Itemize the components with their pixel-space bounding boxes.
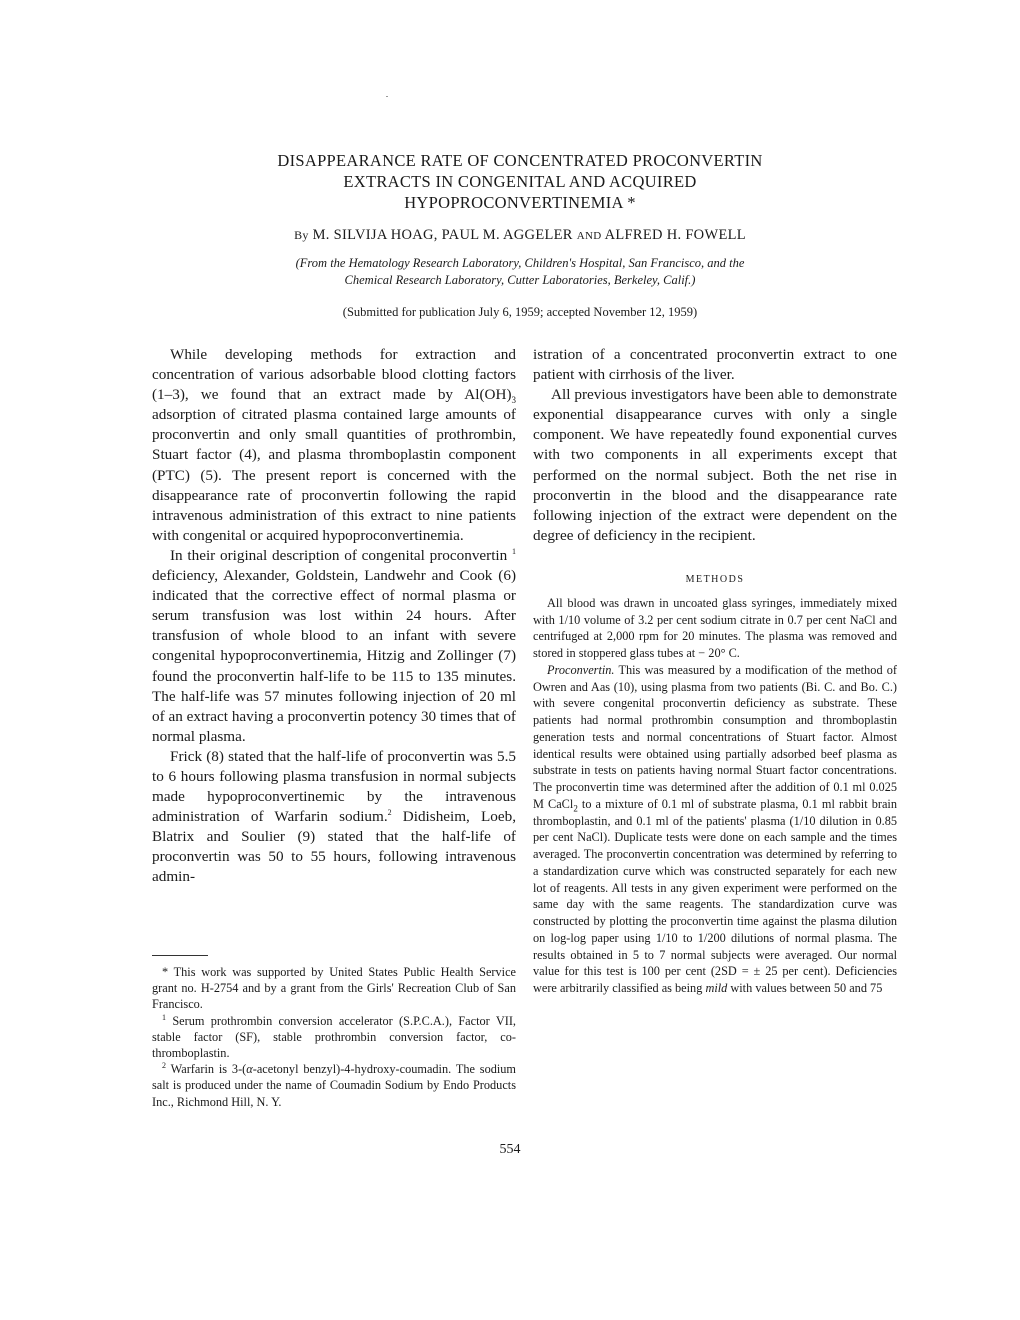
author-line <box>150 227 890 244</box>
author-and: AND <box>576 230 602 242</box>
intro-p1-subscript: 3 <box>511 395 516 406</box>
methods-p2-text-b: to a mixture of 0.1 ml of substrate plasma, 0.1 ml rabbit brain thromboplastin, and 0.1 ml of the patients' plasma (1/10 dilution in 0.85 per cent NaCl). Duplicate tests were done on each sample and the times averaged. The proconvertin concentration was determined by referring to a standardization curve which was constructed separately for each new lot of reagents. All tests in any given experiment were performed on the same day with the same reagents. The standardization curve was constructed by plotting the proconvertin time against the plasma dilution on log-log paper using 1/10 to 1/200 dilutions of normal plasma. The results obtained in 5 to 7 normal subjects were averaged. Our normal value for this test is 100 per cent (2SD = ± 25 per cent). Deficiencies were arbitrarily classified as being <box>533 796 897 996</box>
footnote-star: * This work was supported by United States Public Health Service grant no. H-2754 and by a grant from the Girls' Recreation Club of San Francisco. <box>152 965 516 1012</box>
cacl-subscript: 2 <box>573 803 578 814</box>
article-title <box>150 150 890 213</box>
methods-p2-text-a: This was measured by a modification of the method of Owren and Aas (10), using plasma from two patients (Bi. C. and Bo. C.) with severe congenital proconvertin deficiency as substrate. These patients had normal prothrombin consumption and thromboplastin generation tests and normal concentrations of Stuart factor. Almost identical results were obtained using partially adsorbed beef plasma as substrate in tests on patients having normal Stuart factor concentrations. The proconvertin time was determined after the addition of 0.1 ml 0.025 M CaCl <box>533 662 897 811</box>
intro-paragraph-2 <box>152 546 516 747</box>
left-column <box>152 345 516 888</box>
author-by: By <box>294 228 309 242</box>
footnote-2-mark: 2 <box>162 1061 166 1071</box>
methods-p2-text-c: with values between 50 and 75 <box>727 981 883 996</box>
title-line-1: DISAPPEARANCE RATE OF CONCENTRATED PROCONVERTIN <box>277 151 763 170</box>
intro-p2-text-b: deficiency, Alexander, Goldstein, Landwehr and Cook (6) indicated that the corrective effect of normal plasma or serum transfusion was lost within 24 hours. After transfusion of whole blood to an infant with severe congenital hypoproconvertinemia, Hitzig and Zollinger (7) found the proconvertin half-life to be 115 to 135 minutes. The half-life was 57 minutes following injection of 20 ml of an extract having a proconvertin potency 30 times that of normal plasma. <box>152 567 516 745</box>
author-last: ALFRED H. FOWELL <box>604 227 746 243</box>
title-line-3: HYPOPROCONVERTINEMIA * <box>404 193 636 212</box>
intro-p1-text-b: adsorption of citrated plasma contained large amounts of proconvertin and only small quantities of prothrombin, Stuart factor (4), and plasma thromboplastin component (PTC) (5). The present report is concerned with the disappearance rate of proconvertin following the rapid intravenous administration of this extract to nine patients with congenital or acquired hypoproconvertinemia. <box>152 406 516 544</box>
footnote-ref-2: 2 <box>387 808 392 818</box>
methods-paragraph-2 <box>533 662 897 997</box>
methods-paragraph-1: All blood was drawn in uncoated glass syringes, immediately mixed with 1/10 volume of 3.2 per cent sodium citrate in 0.7 per cent NaCl and centrifuged at 2,000 rpm for 20 minutes. The plasma was removed and stored in stoppered glass tubes at − 20° C. <box>533 595 897 661</box>
affiliation-line-2: Chemical Research Laboratory, Cutter Laboratories, Berkeley, Calif.) <box>344 273 696 287</box>
intro-p2-text-a: In their original description of congenital proconvertin <box>170 546 512 564</box>
scan-speck <box>386 96 388 97</box>
footnote-2-text-a: Warfarin is 3-( <box>166 1062 247 1077</box>
mild-term: mild <box>705 981 728 996</box>
author-names: M. SILVIJA HOAG, PAUL M. AGGELER <box>312 227 573 243</box>
footnote-1-text: Serum prothrombin conversion accelerator (S.P.C.A.), Factor VII, stable factor (SF), stable prothrombin conversion factor, co-thromboplastin. <box>152 1013 516 1061</box>
intro-paragraph-1 <box>152 345 516 546</box>
footnote-ref-1: 1 <box>512 546 516 556</box>
methods-heading: METHODS <box>685 573 745 585</box>
intro-p1-text-a: While developing methods for extraction and concentration of various adsorbable blood clotting factors (1–3), we found that an extract made by Al(OH) <box>152 346 516 404</box>
proconvertin-label: Proconvertin. <box>547 662 615 677</box>
footnote-2-alpha: α <box>246 1062 253 1077</box>
submission-dates: (Submitted for publication July 6, 1959; accepted November 12, 1959) <box>342 305 698 319</box>
right-paragraph-1: istration of a concentrated proconvertin extract to one patient with cirrhosis of the liver. <box>533 346 897 384</box>
intro-p3-text-b: Didisheim, Loeb, Blatrix and Soulier (9) stated that the half-life of proconvertin was 50 to 55 hours, following intravenous admin- <box>152 808 516 886</box>
footnote-divider <box>152 955 208 956</box>
right-column <box>533 345 897 997</box>
footnote-2-text-b: -acetonyl benzyl)-4-hydroxy-coumadin. The sodium salt is produced under the name of Coumadin Sodium by Endo Products Inc., Richmond Hill, N. Y. <box>152 1062 516 1109</box>
title-line-2: EXTRACTS IN CONGENITAL AND ACQUIRED <box>343 172 697 191</box>
footnote-1-mark: 1 <box>162 1012 166 1022</box>
right-paragraph-2: All previous investigators have been able to demonstrate exponential disappearance curves with only a single component. We have repeatedly found exponential curves with two components in all experiments except that performed on the normal subject. Both the net rise in proconvertin in the blood and the disappearance rate following injection of the extract were dependent on the degree of deficiency in the recipient. <box>533 386 897 544</box>
intro-p3-text-a: Frick (8) stated that the half-life of proconvertin was 5.5 to 6 hours following plasma transfusion in normal subjects made hypoproconvertinemic by the intravenous administration of Warfarin sodium. <box>152 747 516 826</box>
intro-paragraph-3 <box>152 747 516 888</box>
footnote-1 <box>152 1013 516 1062</box>
page-number: 554 <box>499 1142 521 1157</box>
affiliation-line-1: (From the Hematology Research Laboratory, Children's Hospital, San Francisco, and the <box>295 256 745 270</box>
affiliation <box>150 255 890 289</box>
footnote-2 <box>152 1061 516 1110</box>
footnotes <box>152 964 516 1110</box>
